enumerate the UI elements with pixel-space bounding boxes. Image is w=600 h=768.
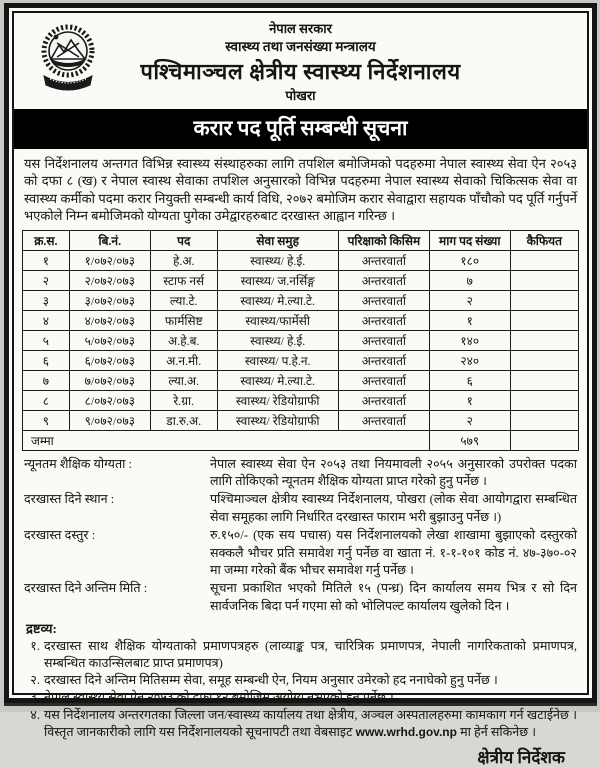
section-application-place xyxy=(24,491,577,526)
table-cell: २ xyxy=(429,410,510,430)
table-cell: ८ xyxy=(23,390,70,410)
table-cell xyxy=(510,270,578,290)
table-row xyxy=(23,370,579,390)
note-number: ४. xyxy=(30,707,40,722)
notes-heading: द्रष्टव्य: xyxy=(26,621,57,636)
section-label: दरखास्त दिने अन्तिम मिति : xyxy=(24,581,148,596)
table-cell: ७ xyxy=(429,270,510,290)
table-cell: स्वास्थ्य/ प.हे.न. xyxy=(217,350,338,370)
table-cell: ६/०७२/०७३ xyxy=(69,350,150,370)
section-text: सूचना प्रकाशित भएको मितिले १५ (पन्ध्र) दिन कार्यालय समय भित्र र सो दिन सार्वजनिक बिदा पर्न गएमा सो को भोलिपल्ट कार्यालय खुलेको दिन । xyxy=(210,581,577,613)
table-cell: २/०७२/०७३ xyxy=(69,270,150,290)
total-remark-cell xyxy=(510,430,578,450)
note-text: नेपाल स्वास्थ्य सेवा ऐन २०५३ को दफा १२ बमोजिम अयोग्य नभएको हुनु पर्नेछ । xyxy=(44,690,394,705)
table-row xyxy=(23,290,579,310)
table-cell: अन्तरवार्ता xyxy=(338,290,429,310)
table-cell xyxy=(510,290,578,310)
section-label: न्यूनतम शैक्षिक योग्यता : xyxy=(24,456,133,471)
col-header-post: पद xyxy=(150,230,217,250)
table-cell: स्वास्थ्य/ ज.नर्सिङ्ग xyxy=(217,270,338,290)
table-cell: स्टाफ नर्स xyxy=(150,270,217,290)
document-outer-border xyxy=(4,3,597,767)
col-header-exam-type: परिक्षाको किसिम xyxy=(338,230,429,250)
table-row xyxy=(23,350,579,370)
col-header-service-group: सेवा समुह xyxy=(217,230,338,250)
table-cell: ४ xyxy=(23,310,70,330)
table-cell: अन्तरवार्ता xyxy=(338,270,429,290)
table-cell: २४० xyxy=(429,350,510,370)
note-text xyxy=(44,707,577,741)
section-deadline xyxy=(24,580,577,615)
table-cell: १ xyxy=(429,390,510,410)
section-label: दरखास्त दिने स्थान : xyxy=(24,492,115,507)
note-text-pre: यस निर्देशनालय अन्तरगतका जिल्ला जन/स्वास्थ्य कार्यालय तथा क्षेत्रीय, अञ्चल अस्पतालहरुमा कामकाग गर्न खटाईनेछ । विस्तृत जानकारीको लागि यस निर्देशनालयको सूचनापटी तथा वेबसाइट xyxy=(44,707,577,739)
notes-list xyxy=(22,637,579,741)
table-header-row xyxy=(23,230,579,250)
table-row xyxy=(23,250,579,270)
note-number: १. xyxy=(30,639,40,653)
table-cell: ल्या.टे. xyxy=(150,290,217,310)
government-name: नेपाल सरकार xyxy=(269,21,332,36)
table-row xyxy=(23,390,579,410)
section-text: नेपाल स्वास्थ्य सेवा ऐन २०५३ तथा नियमावली २०५५ अनुसारको उपरोक्त पदका लागि तोकिएको न्यूनतम शैक्षिक योग्यता प्राप्त गरेको हुनु पर्नेछ । xyxy=(210,456,577,488)
info-sections xyxy=(22,451,579,615)
col-header-advt-no: बि.नं. xyxy=(69,230,150,250)
notice-title-banner: करार पद पूर्ति सम्बन्धी सूचना xyxy=(14,109,587,149)
section-text: रु.१५०/- (एक सय पचास) यस निर्देशनालयको लेखा शाखामा बुझाएको दस्तुरको सक्कलै भौचर प्रति समावेश गर्नु पर्नेछ वा खाता नं. १-१-१०१ कोड नं. ४७-३७०-०२ मा जम्मा गरेको बैंक भौचर समावेश गर्नु पर्नेछ । xyxy=(210,528,577,577)
table-cell: ४/०७२/०७३ xyxy=(69,310,150,330)
table-cell: ५/०७२/०७३ xyxy=(69,330,150,350)
table-total-row xyxy=(23,430,579,450)
table-cell: स्वास्थ्य/ रेडियोग्राफी xyxy=(217,410,338,430)
table-cell xyxy=(510,250,578,270)
signature-regional-director: क्षेत्रीय निर्देशक xyxy=(477,747,565,767)
section-minimum-qualification xyxy=(24,456,577,491)
section-label: दरखास्त दस्तुर : xyxy=(24,528,96,543)
table-cell: ७ xyxy=(23,370,70,390)
table-cell: ९/०७२/०७३ xyxy=(69,410,150,430)
table-row xyxy=(23,310,579,330)
col-header-remarks: कैफियत xyxy=(510,230,578,250)
note-number: २. xyxy=(30,673,40,688)
table-cell: अ.हे.ब. xyxy=(150,330,217,350)
table-cell: ३/०७२/०७३ xyxy=(69,290,150,310)
table-cell: अन्तरवार्ता xyxy=(338,410,429,430)
note-item xyxy=(28,689,577,706)
table-cell: १/०७२/०७३ xyxy=(69,250,150,270)
table-cell: १८० xyxy=(429,250,510,270)
table-cell: स्वास्थ्य/ रेडियोग्राफी xyxy=(217,390,338,410)
table-cell: ल्या.अ. xyxy=(150,370,217,390)
note-item xyxy=(28,638,577,672)
note-number: ३. xyxy=(30,690,40,705)
table-cell xyxy=(510,330,578,350)
table-cell: ५ xyxy=(23,330,70,350)
table-cell: अन्तरवार्ता xyxy=(338,310,429,330)
table-cell: २ xyxy=(429,290,510,310)
table-cell xyxy=(510,390,578,410)
table-cell xyxy=(510,370,578,390)
table-row xyxy=(23,330,579,350)
table-cell: अन्तरवार्ता xyxy=(338,370,429,390)
table-cell: ६ xyxy=(429,370,510,390)
table-cell: ९ xyxy=(23,410,70,430)
note-item xyxy=(28,707,577,741)
table-cell xyxy=(510,350,578,370)
note-text-post: मा हेर्न सकिनेछ । xyxy=(456,724,537,739)
directorate-name: पश्चिमाञ्चल क्षेत्रीय स्वास्थ्य निर्देशनालय xyxy=(140,58,461,84)
table-cell: अन्तरवार्ता xyxy=(338,350,429,370)
table-cell: स्वास्थ्य/ हे.ई. xyxy=(217,330,338,350)
table-cell: स्वास्थ्य/ मे.ल्या.टे. xyxy=(217,370,338,390)
table-cell xyxy=(510,410,578,430)
note-item xyxy=(28,672,577,689)
website-url: www.wrhd.gov.np xyxy=(355,724,457,739)
col-header-positions: माग पद संख्या xyxy=(429,230,510,250)
table-cell: हे.अ. xyxy=(150,250,217,270)
table-cell: डा.रु.अ. xyxy=(150,410,217,430)
table-cell: फार्मसिष्ट xyxy=(150,310,217,330)
table-cell xyxy=(510,310,578,330)
section-application-fee xyxy=(24,527,577,579)
table-cell: अन्तरवार्ता xyxy=(338,390,429,410)
table-cell: २ xyxy=(23,270,70,290)
table-cell: रे.ग्रा. xyxy=(150,390,217,410)
table-cell: १ xyxy=(429,310,510,330)
note-text: दरखास्त दिने अन्तिम मितिसम्म सेवा, समूह सम्बन्धी ऐन, नियम अनुसार उमेरको हद ननाघेको हुनु पर्नेछ । xyxy=(44,673,498,688)
table-cell: ७/०७२/०७३ xyxy=(69,370,150,390)
total-value-cell: ५७९ xyxy=(429,430,510,450)
table-cell: स्वास्थ्य/फार्मेसी xyxy=(217,310,338,330)
table-cell: ६ xyxy=(23,350,70,370)
col-header-sn: क्र.स. xyxy=(23,230,70,250)
table-row xyxy=(23,270,579,290)
table-cell: अन्तरवार्ता xyxy=(338,330,429,350)
table-cell: स्वास्थ्य/ मे.ल्या.टे. xyxy=(217,290,338,310)
table-cell: ३ xyxy=(23,290,70,310)
nepal-coat-of-arms-icon xyxy=(40,21,96,101)
vacancy-table xyxy=(22,230,579,451)
table-cell: १४० xyxy=(429,330,510,350)
document-inner-border xyxy=(12,11,589,767)
letterhead xyxy=(22,17,579,107)
ministry-name: स्वास्थ्य तथा जनसंख्या मन्त्रालय xyxy=(225,38,376,54)
note-text: दरखास्त साथ शैक्षिक योग्यताको प्रमाणपत्रहरु (लाव्याङ्क पत्र, चारित्रिक प्रमाणपत्र, नेपाली नागरिकताको प्रमाणपत्र, सम्बन्धित काउन्सिलबाट प्राप्त प्रमाणपत्र) xyxy=(44,639,577,671)
table-cell: स्वास्थ्य/ हे.ई. xyxy=(217,250,338,270)
intro-paragraph: यस निर्देशनालय अन्तगत विभिन्न स्वास्थ्य संस्थाहरुका लागि तपशिल बमोजिमको पदहरुमा नेपाल स्वास्थ्य सेवा ऐन २०५३ को दफा ८ (ख) र नेपाल स्वास्थ सेवाका तपशिल अनुसारको विभिन्न पदहरुमा नेपाल स्वास्थ्य सेवाको चिकित्सक सेवा वा स्वास्थ्य कर्मीको पदमा करार नियुक्ती सम्बन्धी कार्य विधि, २०७२ बमोजिम करार सेवाद्वारा सहायक पाँचौको पद पूर्ति गर्नुपर्ने भएकोले निम्न बमोजिमको योग्यता पुगेका उमेद्वारहरुबाट दरखास्त आह्वान गरिन्छ । xyxy=(24,156,577,224)
table-cell: अन्तरवार्ता xyxy=(338,250,429,270)
table-cell: अ.न.मी. xyxy=(150,350,217,370)
total-label-cell: जम्मा xyxy=(23,430,430,450)
section-text: पश्चिमाञ्चल क्षेत्रीय स्वास्थ्य निर्देशनालय, पोखरा (लोक सेवा आयोगद्वारा सम्बन्धित सेवा समूहका लागि निर्धारित दरखास्त फाराम भरी बुझाउनु पर्नेछ ।) xyxy=(210,492,577,524)
table-cell: १ xyxy=(23,250,70,270)
place-name: पोखरा xyxy=(285,87,316,103)
table-row xyxy=(23,410,579,430)
table-cell: ८/०७२/०७३ xyxy=(69,390,150,410)
